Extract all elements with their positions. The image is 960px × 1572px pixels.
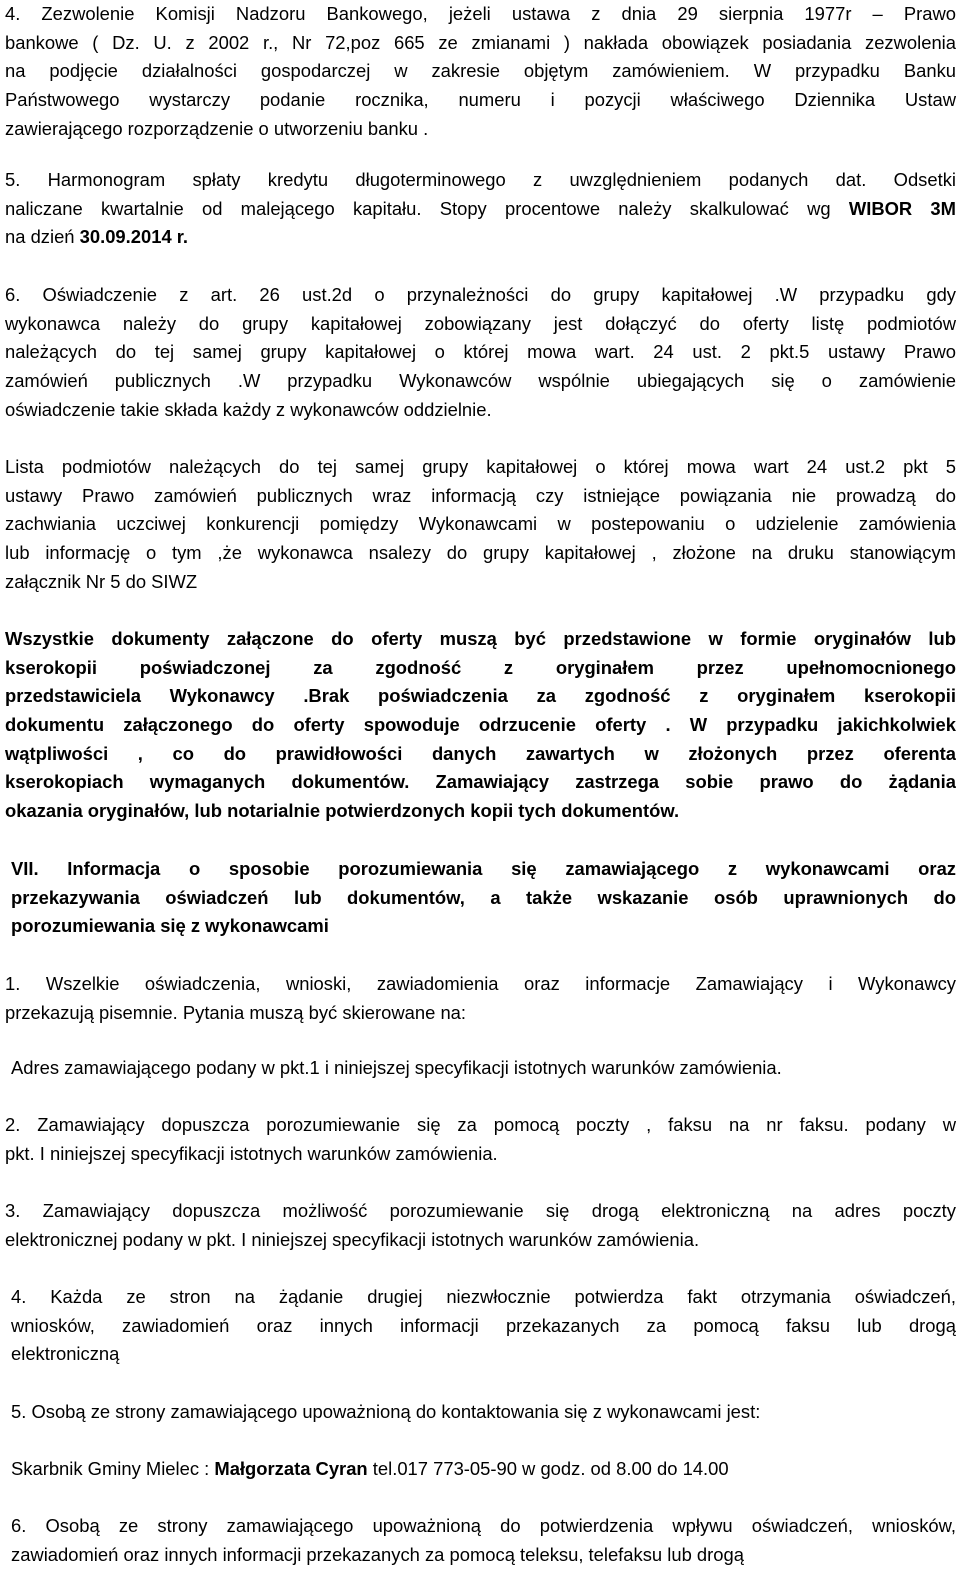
text-run: dokumentu załączonego do oferty spowoduje odrzucenie oferty . W przypadku jakichkolwiek — [5, 714, 956, 736]
text-line — [11, 1283, 956, 1312]
text-line — [5, 367, 956, 396]
text-line — [5, 768, 956, 797]
text-line — [11, 912, 956, 941]
text-run: 5. Harmonogram spłaty kredytu długoterminowego z uwzględnieniem podanych dat. Odsetki — [5, 169, 956, 190]
text-run: wykonawca należy do grupy kapitałowej zobowiązany jest dołączyć do oferty listę podmiotów — [5, 312, 956, 334]
text-line — [5, 1197, 956, 1226]
text-line — [5, 453, 956, 482]
text-run: VII. Informacja o sposobie porozumiewania się zamawiającego z wykonawcami oraz — [11, 858, 956, 879]
text-line — [5, 654, 956, 683]
text-run: okazania oryginałów, lub notarialnie potwierdzonych kopii tych dokumentów. — [5, 800, 680, 822]
text-run: kserokopii poświadczonej za zgodność z oryginałem przez upełnomocnionego — [5, 656, 956, 678]
text-run: elektronicznej podany w pkt. I niniejszej specyfikacji istotnych warunków zamówienia. — [5, 1228, 700, 1250]
text-line — [5, 1140, 956, 1169]
text-run: tel.017 773-05-90 w godz. od 8.00 do 14.00 — [367, 1458, 729, 1479]
paragraph-vii-6 — [11, 1512, 956, 1569]
text-run: pkt. I niniejszej specyfikacji istotnych warunków zamówienia. — [5, 1142, 498, 1164]
text-line — [5, 682, 956, 711]
text-run: bankowe ( Dz. U. z 2002 r., Nr 72,poz 665 ze zmianami ) nakłada obowiązek posiadania zezwolenia — [5, 31, 956, 53]
paragraph-vii-2 — [5, 1111, 956, 1168]
text-line — [5, 166, 956, 195]
text-run: wniosków, zawiadomień oraz innych informacji przekazanych za pomocą faksu lub drogą — [11, 1314, 956, 1336]
text-line — [11, 1455, 956, 1484]
section-heading-vii — [11, 855, 956, 941]
text-line — [5, 740, 956, 769]
text-run: ustawy Prawo zamówień publicznych wraz informacją czy istniejące powiązania nie prowadzą do — [5, 484, 956, 506]
text-run: zawiadomień oraz innych informacji przekazanych za pomocą teleksu, telefaksu lub drogą — [11, 1543, 744, 1565]
text-run: zamówień publicznych .W przypadku Wykonawców wspólnie ubiegających się o zamówienie — [5, 370, 956, 392]
text-line — [5, 1226, 956, 1255]
text-line — [5, 999, 956, 1028]
paragraph-lista-podmiotow — [5, 453, 956, 596]
text-line — [11, 1054, 956, 1083]
text-line — [11, 1340, 956, 1369]
text-line — [5, 223, 956, 252]
text-line — [5, 539, 956, 568]
text-line — [5, 482, 956, 511]
text-run: 6. Osobą ze strony zamawiającego upoważnioną do potwierdzenia wpływu oświadczeń, wniosków, — [11, 1515, 956, 1536]
text-line — [5, 57, 956, 86]
text-run: przekazywania oświadczeń lub dokumentów, a także wskazanie osób uprawnionych do — [11, 886, 956, 908]
text-run: zawierającego rozporządzenie o utworzeniu banku . — [5, 117, 429, 139]
text-line — [5, 1111, 956, 1140]
text-run: Lista podmiotów należących do tej samej grupy kapitałowej o której mowa wart 24 ust.2 pkt 5 — [5, 456, 956, 477]
text-run: 6. Oświadczenie z art. 26 ust.2d o przynależności do grupy kapitałowej .W przypadku gdy — [5, 284, 956, 305]
paragraph-wszystkie-dokumenty — [5, 625, 956, 826]
paragraph-vii-3 — [5, 1197, 956, 1254]
text-run: 2. Zamawiający dopuszcza porozumiewanie się za pomocą poczty , faksu na nr faksu. podany w — [5, 1114, 956, 1135]
text-line — [5, 338, 956, 367]
paragraph-4 — [5, 0, 956, 143]
text-run: należących do tej samej grupy kapitałowej o której mowa wart. 24 ust. 2 pkt.5 ustawy Prawo — [5, 341, 956, 363]
text-run: załącznik Nr 5 do SIWZ — [5, 570, 198, 592]
text-run: 1. Wszelkie oświadczenia, wnioski, zawiadomienia oraz informacje Zamawiający i Wykonawcy — [5, 973, 956, 994]
text-line — [5, 711, 956, 740]
text-run: Państwowego wystarczy podanie rocznika, numeru i pozycji właściwego Dziennika Ustaw — [5, 89, 956, 111]
text-run: porozumiewania się z wykonawcami — [11, 915, 329, 937]
bold-text: 30.09.2014 r. — [79, 226, 189, 248]
text-run: 4. Każda ze stron na żądanie drugiej niezwłocznie potwierdza fakt otrzymania oświadczeń, — [11, 1286, 956, 1307]
text-line — [11, 1312, 956, 1341]
text-line — [5, 115, 956, 144]
text-line — [5, 281, 956, 310]
text-run: Adres zamawiającego podany w pkt.1 i niniejszej specyfikacji istotnych warunków zamówienia. — [11, 1057, 782, 1078]
text-run: naliczane kwartalnie od malejącego kapitału. Stopy procentowe należy skalkulować wg — [5, 197, 849, 219]
text-run: Skarbnik Gminy Mielec : — [11, 1458, 215, 1479]
text-line — [5, 29, 956, 58]
text-run: Wszystkie dokumenty załączone do oferty muszą być przedstawione w formie oryginałów lub — [5, 628, 956, 649]
text-line — [5, 396, 956, 425]
paragraph-vii-5 — [11, 1398, 956, 1427]
text-line — [5, 625, 956, 654]
text-run: 3. Zamawiający dopuszcza możliwość porozumiewanie się drogą elektroniczną na adres poczty — [5, 1200, 956, 1221]
text-line — [11, 855, 956, 884]
text-line — [11, 884, 956, 913]
bold-text: WIBOR 3M — [848, 197, 956, 219]
text-run: oświadczenie takie składa każdy z wykonawców oddzielnie. — [5, 398, 492, 420]
paragraph-6 — [5, 281, 956, 424]
text-run: na podjęcie działalności gospodarczej w zakresie objętym zamówieniem. W przypadku Banku — [5, 60, 956, 82]
paragraph-5 — [5, 166, 956, 252]
text-line — [5, 0, 956, 29]
text-run: kserokopiach wymaganych dokumentów. Zamawiający zastrzega sobie prawo do żądania — [5, 771, 956, 793]
text-run: 4. Zezwolenie Komisji Nadzoru Bankowego, jeżeli ustawa z dnia 29 sierpnia 1977r – Prawo — [5, 3, 956, 24]
text-run: przekazują pisemnie. Pytania muszą być skierowane na: — [5, 1001, 467, 1023]
text-run: lub informację o tym ,że wykonawca nsalezy do grupy kapitałowej , złożone na druku stanowiącym — [5, 542, 956, 564]
text-run: wątpliwości , co do prawidłowości danych zawartych w złożonych przez oferenta — [5, 742, 956, 764]
text-run: 5. Osobą ze strony zamawiającego upoważnioną do kontaktowania się z wykonawcami jest: — [11, 1401, 761, 1422]
text-line — [11, 1398, 956, 1427]
text-line — [5, 510, 956, 539]
text-line — [11, 1541, 956, 1570]
text-line — [5, 568, 956, 597]
text-run: przedstawiciela Wykonawcy .Brak poświadczenia za zgodność z oryginałem kserokopii — [5, 685, 956, 707]
text-line — [5, 310, 956, 339]
bold-text: Małgorzata Cyran — [214, 1458, 368, 1479]
paragraph-adres — [11, 1054, 956, 1083]
text-line — [5, 86, 956, 115]
paragraph-vii-4 — [11, 1283, 956, 1369]
paragraph-vii-1 — [5, 970, 956, 1027]
text-run: na dzień — [5, 226, 80, 248]
text-line — [5, 195, 956, 224]
paragraph-skarbnik — [11, 1455, 956, 1484]
text-line — [5, 970, 956, 999]
text-line — [5, 797, 956, 826]
text-run: zachwiania uczciwej konkurencji pomiędzy Wykonawcami w postepowaniu o udzielenie zamówienia — [5, 513, 956, 535]
text-run: elektroniczną — [11, 1343, 120, 1365]
text-line — [11, 1512, 956, 1541]
